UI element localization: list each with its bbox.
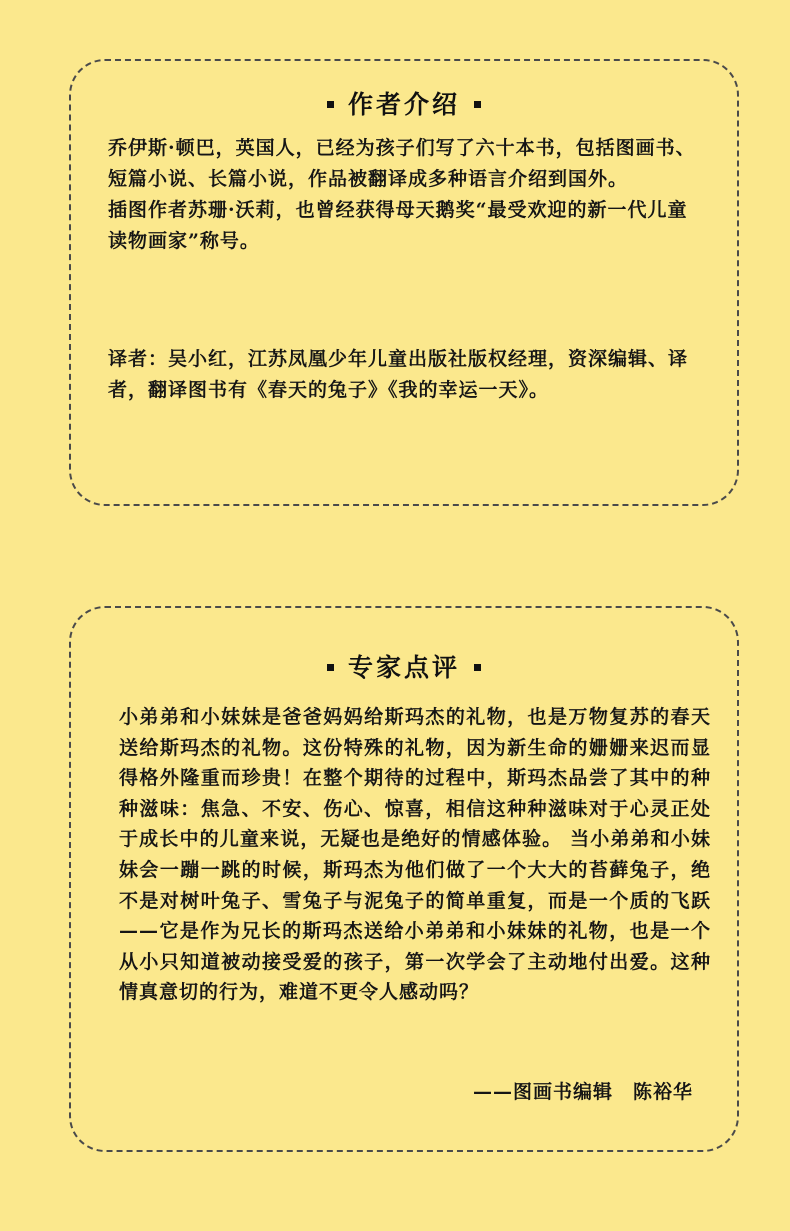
author-paragraph: 乔伊斯·顿巴，英国人，已经为孩子们写了六十本书，包括图画书、短篇小说、长篇小说，作品被翻译成多种语言介绍到国外。 — [108, 137, 696, 190]
bullet-square-icon — [474, 664, 481, 671]
author-intro-title-text: 作者介绍 — [347, 90, 460, 119]
expert-review-card — [69, 606, 739, 1152]
author-intro-title — [71, 85, 737, 121]
review-signature: ——图画书编辑 陈裕华 — [472, 1081, 693, 1103]
illustrator-paragraph: 插图作者苏珊·沃莉，也曾经获得母天鹅奖“最受欢迎的新一代儿童读物画家”称号。 — [108, 199, 688, 252]
bullet-square-icon — [474, 101, 481, 108]
translator-paragraph: 译者：吴小红，江苏凤凰少年儿童出版社版权经理，资深编辑、译者，翻译图书有《春天的兔子》《我的幸运一天》。 — [108, 348, 689, 401]
author-intro-card — [69, 59, 739, 506]
bullet-square-icon — [327, 101, 334, 108]
author-bio — [108, 133, 698, 257]
expert-review-text: 小弟弟和小妹妹是爸爸妈妈给斯玛杰的礼物，也是万物复苏的春天送给斯玛杰的礼物。这份特殊的礼物，因为新生命的姗姗来迟而显得格外隆重而珍贵！在整个期待的过程中，斯玛杰品尝了其中的种种滋味：焦急、不安、伤心、惊喜，相信这种种滋味对于心灵正处于成长中的儿童来说，无疑也是绝好的情感体验。 当小弟弟和小妹妹会一蹦一跳的时候，斯玛杰为他们做了一个大大的苔藓兔子，绝不是对树叶兔子、雪兔子与泥兔子的简单重复，而是一个质的飞跃——它是作为兄长的斯玛杰送给小弟弟和小妹妹的礼物，也是一个从小只知道被动接受爱的孩子，第一次学会了主动地付出爱。这种情真意切的行为，难道不更令人感动吗？ — [119, 706, 711, 1004]
expert-review-title — [71, 648, 737, 684]
bullet-square-icon — [327, 664, 334, 671]
expert-review-title-text: 专家点评 — [347, 653, 460, 682]
